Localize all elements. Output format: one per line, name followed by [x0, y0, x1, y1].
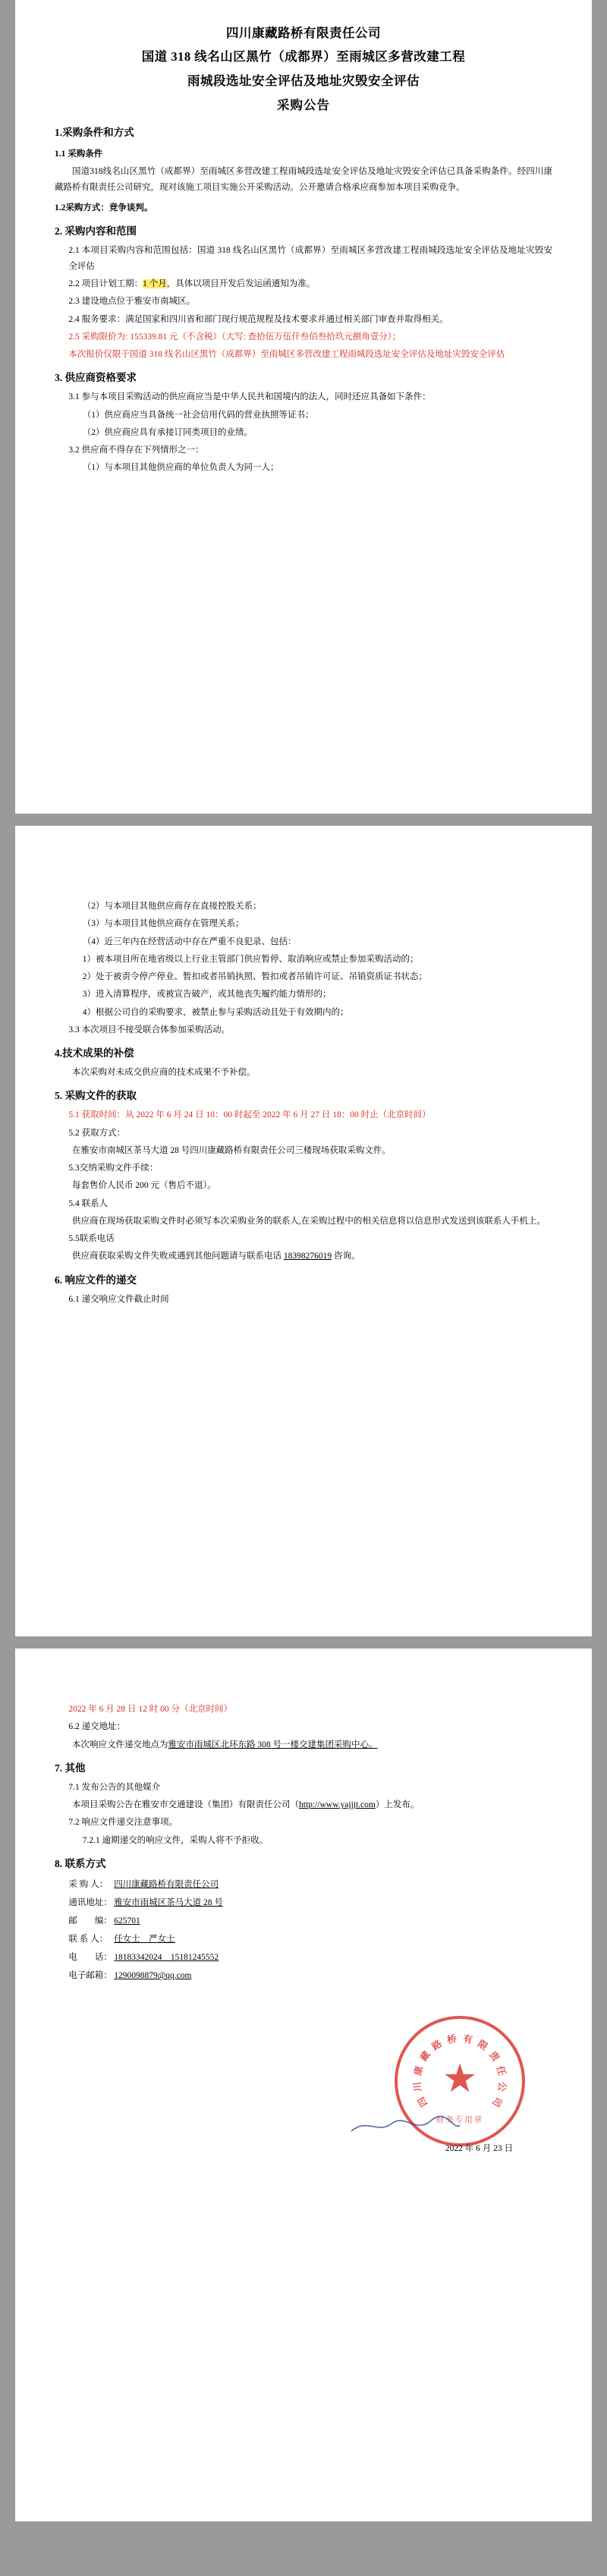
seal-ring-char: 有 — [462, 2033, 473, 2045]
section-3-paragraph-4: 3.2 供应商不得存在下列情形之一： — [68, 446, 204, 455]
contact-label-address: 通讯地址： — [68, 1897, 112, 1907]
section-5-p9-prefix: 供应商获取采购文件失败或遇到其他问题请与联系电话 — [72, 1252, 284, 1261]
section-5-p9-suffix: 咨询。 — [332, 1252, 360, 1261]
section-3-paragraph-9: 1）被本项目所在地省级以上行业主管部门供应暂停、取消响应或禁止参加采购活动的； — [82, 954, 419, 964]
section-6-p2-prefix: 本次响应文件递交地点为 — [72, 1740, 168, 1749]
section-3-paragraph-7: （3）与本项目其他供应商存在管理关系； — [82, 919, 244, 929]
seal-ring-char: 公 — [495, 2080, 508, 2093]
section-heading-1: 1.采购条件和方式 — [55, 127, 134, 139]
contact-label-phone: 电 话： — [68, 1953, 112, 1963]
section-3-paragraph-1: 3.1 参与本项目采购活动的供应商应当是中华人民共和国境内的法人，同时还应具备如下条件： — [68, 392, 431, 402]
handwritten-signature — [348, 2115, 461, 2137]
subsection-1-2-heading: 1.2采购方式：竞争谈判。 — [55, 203, 153, 213]
section-5-paragraph-2: 5.2 获取方式： — [68, 1128, 126, 1138]
section-5-paragraph-9 — [55, 1249, 552, 1264]
section-3-paragraph-10: 2）处于被责令停产停业、暂扣或者吊销执照、暂扣或者吊销许可证、吊销资质证书状态； — [82, 972, 428, 982]
seal-ring-char: 路 — [429, 2038, 444, 2052]
section-5-paragraph-4: 5.3交纳采购文件手续： — [68, 1164, 159, 1173]
section-2-p2-prefix: 2.2 项目计划工期： — [68, 279, 143, 289]
signature-date: 2022 年 6 月 23 日 — [445, 2143, 513, 2153]
section-7-p2-prefix: 本项目采购公告在雅安市交通建设（集团）有限责任公司（ — [72, 1800, 299, 1809]
contact-value-postcode: 625701 — [114, 1916, 140, 1926]
section-3-paragraph-2: （1）供应商应当具备统一社会信用代码的营业执照等证书； — [82, 410, 314, 420]
seal-bottom-text: 财务专用章 — [436, 2115, 484, 2124]
document-title-line-1: 国道 318 线名山区黑竹（成都界）至雨城区多营改建工程 — [141, 49, 466, 65]
project-duration-highlight: 1 个月 — [143, 279, 167, 289]
section-7-paragraph-4: 7.2.1 逾期递交的响应文件，采购人将不予拒收。 — [82, 1835, 269, 1845]
section-2-paragraph-1: 2.1 本项目采购内容和范围包括：国道 318 线名山区黑竹（成都界）至雨城区多营改建工程雨城段选址安全评估及地址灾毁安全评估 — [68, 245, 552, 271]
seal-ring-char: 任 — [494, 2064, 508, 2077]
contact-value-phone: 18183342024 15181245552 — [114, 1953, 219, 1963]
section-3-paragraph-13: 3.3 本次项目不接受联合体参加采购活动。 — [68, 1025, 231, 1034]
section-2-paragraph-2 — [55, 276, 552, 292]
seal-ring-char: 四 — [415, 2094, 430, 2108]
document-page-1 — [15, 0, 592, 814]
document-page-3 — [15, 1649, 592, 2521]
seal-ring-char: 桥 — [446, 2033, 458, 2045]
seal-ring-char: 康 — [412, 2064, 426, 2077]
section-3-paragraph-8: （4）近三年内在经营活动中存在严重不良犯录、包括： — [82, 937, 297, 946]
section-heading-4: 4.技术成果的补偿 — [55, 1047, 134, 1060]
title-block — [55, 21, 552, 118]
section-6-paragraph-2 — [55, 1719, 552, 1735]
section-3-paragraph-11: 3）进入清算程序，或被宣告破产，或其他丧失履约能力情形的； — [82, 990, 332, 1000]
seal-ring-char: 司 — [489, 2095, 505, 2108]
seal-ring-char: 川 — [411, 2080, 424, 2092]
section-heading-3: 3. 供应商资格要求 — [55, 372, 137, 384]
seal-ring-char: 藏 — [418, 2049, 432, 2063]
section-5-paragraph-5: 每套售价人民币 200 元（售后不退）。 — [72, 1181, 216, 1191]
contact-label-purchaser: 采 购 人： — [68, 1879, 109, 1889]
section-2-paragraph-4: 2.4 服务要求：满足国家和四川省和部门现行规范规程及技术要求并通过相关部门审查并取得相关。 — [68, 314, 448, 324]
contact-row-address — [55, 1894, 552, 1912]
section-7-paragraph-2 — [55, 1797, 552, 1813]
contact-row-phone — [55, 1948, 552, 1967]
subsection-1-1-heading: 1.1 采购条件 — [55, 149, 103, 159]
section-3-paragraph-3: （2）供应商应具有承接订同类项目的业绩。 — [82, 427, 253, 437]
section-2-paragraph-5b: 本次报价仅限于国道 318 线名山区黑竹（成都界）至雨城区多营改建工程雨城段选址安全评估及地址灾毁安全评估 — [68, 350, 505, 360]
section-6-paragraph-1: 6.1 递交响应文件截止时间 — [68, 1294, 169, 1304]
signature-area — [55, 1993, 552, 2152]
section-3-paragraph-6: （2）与本项目其他供应商存在直接控股关系； — [82, 902, 262, 911]
section-7-paragraph-3: 7.2 响应文件递交注意事项。 — [68, 1818, 178, 1828]
document-page-2 — [15, 826, 592, 1636]
organization-name: 四川康藏路桥有限责任公司 — [226, 26, 381, 40]
contact-value-address: 雅安市雨城区茶马大道 28 号 — [114, 1897, 223, 1907]
contact-label-postcode: 邮 编： — [68, 1916, 112, 1926]
contact-value-email[interactable]: 1290098879@qq.com — [114, 1971, 192, 1981]
section-1-paragraph-1: 国道318线名山区黑竹（成都界）至雨城区多营改建工程雨城段选址安全评估及地址灾毁安全评估已具备采购条件。经四川康藏路桥有限责任公司研究，现对该施工项目实施公开采购活动。公开邀请合格承应商参加本项目采购竞争。 — [55, 166, 552, 192]
contact-row-email — [55, 1967, 552, 1985]
document-type: 采购公告 — [277, 98, 330, 113]
section-6-paragraph-2-body — [55, 1737, 552, 1753]
section-5-paragraph-8: 5.5联系电话 — [68, 1234, 115, 1244]
section-6-p2-label: 6.2 递交地址： — [68, 1722, 126, 1732]
section-heading-2: 2. 采购内容和范围 — [55, 225, 137, 237]
document-title-line-2: 雨城段选址安全评估及地址灾毁安全评估 — [187, 73, 420, 88]
section-2-paragraph-3: 2.3 建设地点位于雅安市南城区。 — [68, 297, 196, 307]
contact-row-person — [55, 1930, 552, 1948]
section-2-paragraph-5a: 2.5 采购限价为: 155339.81 元（不含税）（大写: 查拾伍万伍仟叁佰叁拾玖元捌角壹分）； — [68, 332, 401, 342]
section-5-paragraph-3: 在雅安市南城区茶马大道 28 号四川康藏路桥有限责任公司三楼现场获取采购文件。 — [72, 1145, 391, 1155]
section-3-paragraph-5: （1）与本项目其他供应商的单位负责人为同一人； — [82, 463, 279, 473]
section-5-paragraph-6: 5.4 联系人 — [68, 1198, 109, 1208]
section-3-paragraph-12: 4）根据公司自的采购要求，被禁止参与采购活动且处于有效期内的； — [82, 1007, 349, 1017]
contact-label-person: 联 系 人： — [68, 1935, 109, 1945]
section-7-paragraph-1: 7.1 发布公告的其他媒介 — [68, 1782, 161, 1792]
section-5-paragraph-7: 供应商在现场获取采购文件时必须写本次采购业务的联系人,在采购过程中的相关信息将以信息形式发送到该联系人手机上。 — [72, 1216, 546, 1226]
section-4-paragraph-1: 本次采购对未成交供应商的技术成果不予补偿。 — [72, 1068, 256, 1078]
contact-value-person: 任女士 严女士 — [114, 1935, 175, 1945]
contact-label-email: 电子邮箱： — [68, 1971, 112, 1981]
publication-website-link[interactable]: http://www.yajjjt.com — [299, 1800, 376, 1809]
contact-row-postcode — [55, 1912, 552, 1930]
contact-value-purchaser: 四川康藏路桥有限责任公司 — [114, 1879, 219, 1889]
section-5-acquire-time: 5.1 获取时间：从 2022 年 6 月 24 日 10：00 时起至 2022 年 6 月 27 日 18：00 时止（北京时间） — [68, 1110, 431, 1120]
section-heading-8: 8. 联系方式 — [55, 1857, 106, 1869]
section-heading-5: 5. 采购文件的获取 — [55, 1090, 137, 1102]
seal-ring-char: 限 — [476, 2038, 490, 2052]
section-7-p2-suffix: ）上发布。 — [375, 1800, 420, 1809]
submission-address: 雅安市雨城区北环东路 308 号一楼交建集团采购中心。 — [168, 1740, 378, 1749]
contact-phone-inline: 18398276019 — [283, 1252, 332, 1261]
submission-deadline: 2022 年 6 月 28 日 12 时 00 分（北京时间） — [68, 1705, 233, 1714]
section-heading-6: 6. 响应文件的递交 — [55, 1274, 137, 1286]
seal-ring-char: 责 — [487, 2049, 502, 2063]
section-2-p2-suffix: ，具体以项目开发后发运函通知为准。 — [166, 279, 316, 289]
contact-row-purchaser — [55, 1875, 552, 1894]
seal-star-icon: ★ — [442, 2057, 478, 2101]
section-heading-7: 7. 其他 — [55, 1762, 86, 1774]
